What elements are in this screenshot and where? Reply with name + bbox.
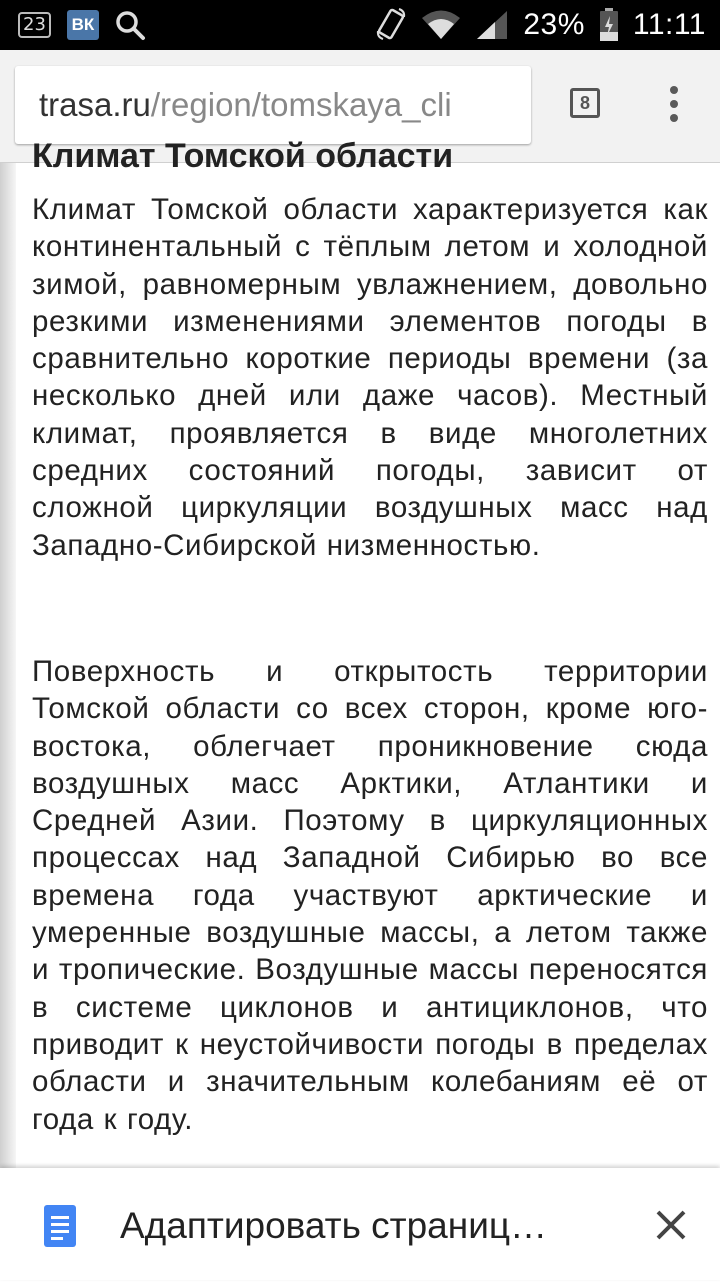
article-paragraph: Климат Томской области характеризуется как континентальный с тёплым летом и холодной зимой, равномерным увлажнением, довольно резкими изменениями элементов погоды в сравнительно короткие периоды времени (за несколько дней или даже часов). Местный климат, проявляется в виде многолетних средних состояний погоды, зависит от сложной циркуляции воздушных масс над Западно-Сибирской низменностью. [32,193,708,562]
overflow-menu-icon[interactable] [664,86,684,126]
article-paragraph: Поверхность и открытость территории Томской области со всех сторон, кроме юго-востока, облегчает проникновение сюда воздушных масс Арктики, Атлантики и Средней Азии. Поэтому в циркуляционных процессах над Западной Сибирью во все времена года участвуют арктические и умеренные воздушные массы, а летом также и тропические. Воздушные массы переносятся в системе циклонов и антициклонов, что приводит к неустойчивости погоды в пределах области и значительным колебаниям её от года к году. [32,655,708,1136]
close-icon[interactable] [652,1206,690,1244]
notification-badge-icon: 23 [18,12,51,38]
status-bar [0,0,720,50]
article-heading: Климат Томской области [32,137,454,175]
page-edge-shadow [0,163,16,1168]
search-icon [115,10,145,40]
status-bar-left [18,0,145,50]
status-bar-right [375,0,706,50]
url-text[interactable] [39,66,452,144]
document-icon [44,1205,76,1247]
signal-icon [475,9,509,41]
vk-icon: ВК [67,10,99,40]
battery-icon [599,8,619,42]
rotation-icon [375,7,407,43]
reader-mode-bar[interactable] [0,1168,720,1280]
url-host: trasa.ru [39,86,151,123]
wifi-icon [421,9,461,41]
reader-mode-label[interactable]: Адаптировать страниц… [120,1205,548,1246]
url-bar[interactable] [15,66,531,144]
clock: 11:11 [632,8,706,41]
url-path: /region/tomskaya_cli [150,86,452,123]
tabs-icon[interactable]: 8 [570,88,600,118]
battery-percent: 23% [523,8,585,41]
page-content[interactable] [0,137,720,1168]
